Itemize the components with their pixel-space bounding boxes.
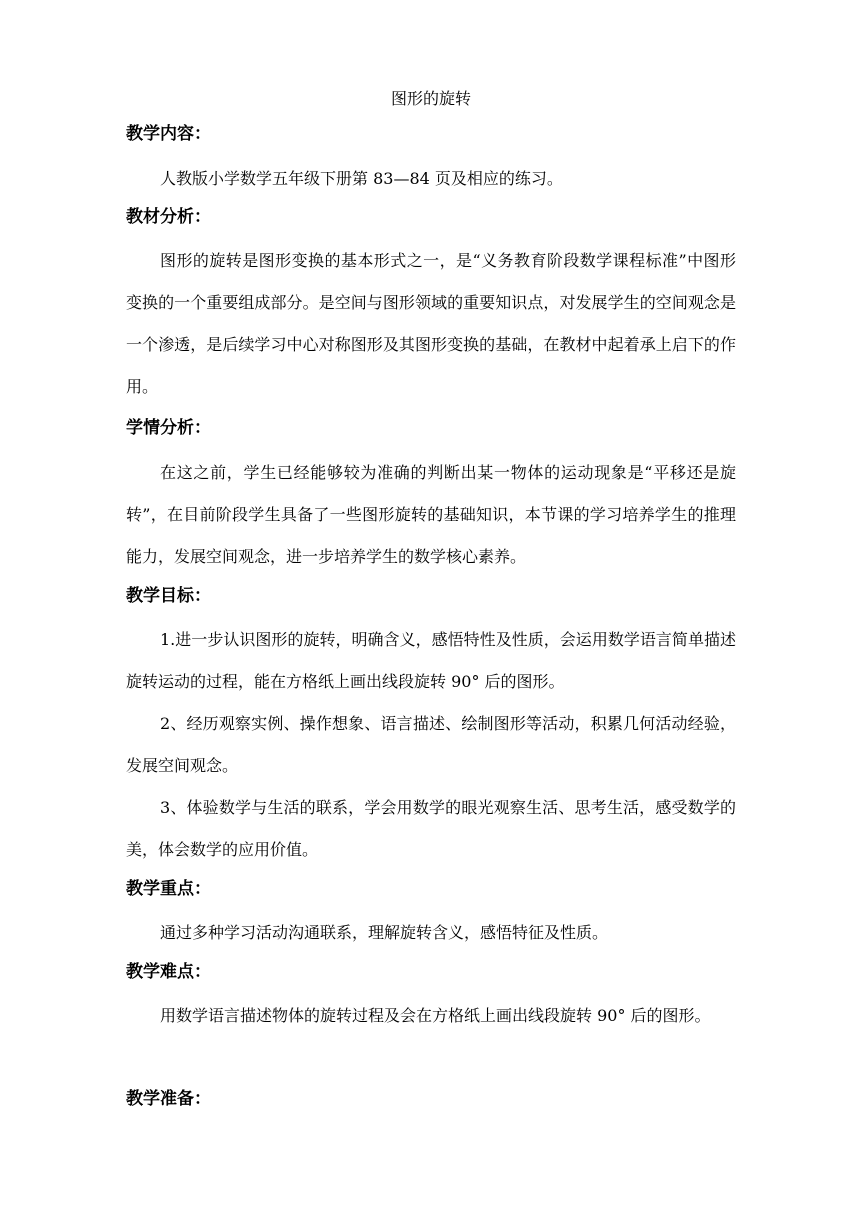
heading-teaching-preparation: 教学准备：: [126, 1089, 211, 1109]
paragraph-student-analysis: 在这之前，学生已经能够较为准确的判断出某一物体的运动现象是“平移还是旋转”，在目前阶段学生具备了一些图形旋转的基础知识，本节课的学习培养学生的推理能力，发展空间观念，进一步培养学生的数学核心素养。: [126, 463, 736, 566]
paragraph-objective-3: 3、体验数学与生活的联系，学会用数学的眼光观察生活、思考生活，感受数学的美，体会数学的应用价值。: [126, 798, 736, 859]
heading-teaching-difficulty: 教学难点：: [126, 962, 211, 982]
paragraph-textbook-analysis: 图形的旋转是图形变换的基本形式之一，是“义务教育阶段数学课程标准”中图形变换的一个重要组成部分。是空间与图形领域的重要知识点，对发展学生的空间观念是一个渗透，是后续学习中心对称图形及其图形变换的基础，在教材中起着承上启下的作用。: [126, 251, 736, 396]
heading-student-analysis: 学情分析：: [126, 418, 211, 438]
paragraph-objective-1: 1.进一步认识图形的旋转，明确含义，感悟特性及性质，会运用数学语言简单描述旋转运动的过程，能在方格纸上画出线段旋转 90° 后的图形。: [126, 630, 736, 691]
paragraph-objective-2: 2、经历观察实例、操作想象、语言描述、绘制图形等活动，积累几何活动经验，发展空间观念。: [126, 714, 736, 775]
paragraph-teaching-focus: 通过多种学习活动沟通联系，理解旋转含义，感悟特征及性质。: [160, 923, 609, 942]
paragraph-teaching-content: 人教版小学数学五年级下册第 83—84 页及相应的练习。: [160, 169, 563, 188]
heading-teaching-focus: 教学重点：: [126, 879, 211, 899]
heading-teaching-objectives: 教学目标：: [126, 586, 211, 606]
heading-teaching-content: 教学内容：: [126, 124, 211, 144]
document-title: 图形的旋转: [390, 89, 471, 108]
heading-textbook-analysis: 教材分析：: [126, 207, 211, 227]
paragraph-teaching-difficulty: 用数学语言描述物体的旋转过程及会在方格纸上画出线段旋转 90° 后的图形。: [160, 1006, 711, 1025]
